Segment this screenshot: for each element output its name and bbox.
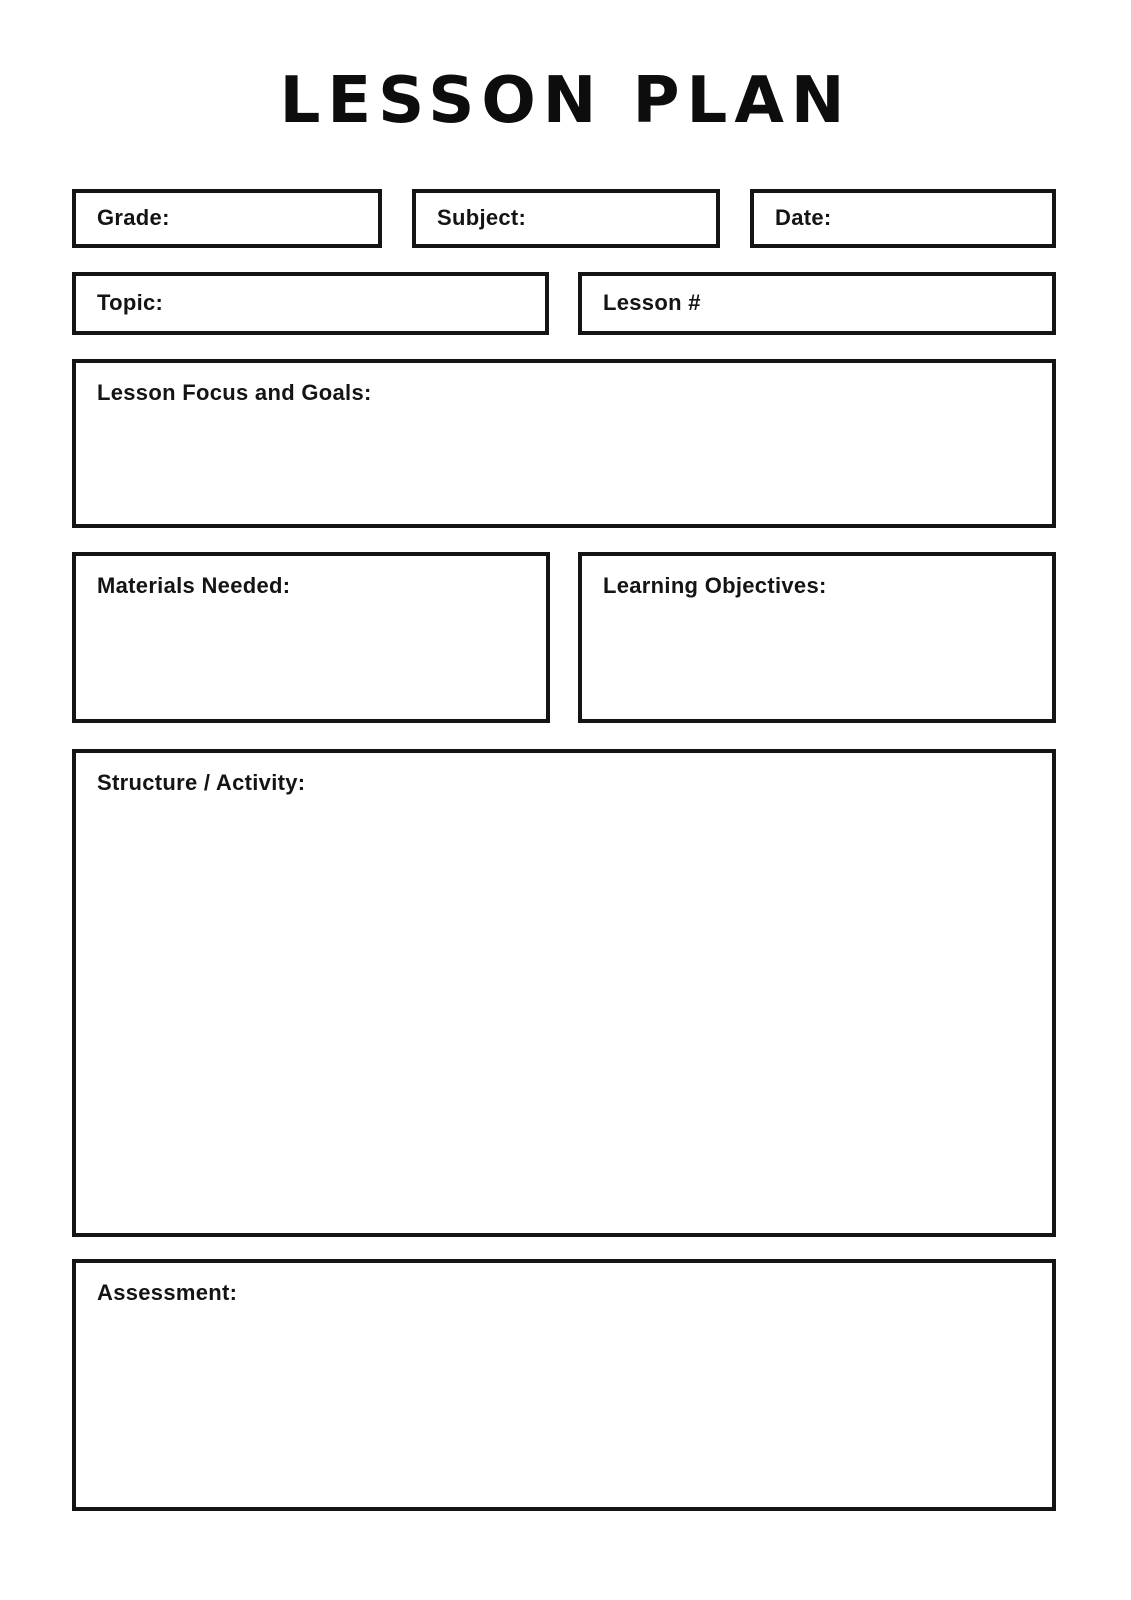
objectives-field[interactable] <box>578 552 1056 723</box>
lesson-number-field[interactable] <box>578 272 1056 335</box>
objectives-label: Learning Objectives: <box>603 573 827 598</box>
subject-field[interactable] <box>412 189 720 248</box>
topic-label: Topic: <box>97 290 164 316</box>
lesson-focus-field[interactable] <box>72 359 1056 528</box>
date-field[interactable] <box>750 189 1056 248</box>
structure-field[interactable] <box>72 749 1056 1237</box>
assessment-field[interactable] <box>72 1259 1056 1511</box>
page-title: LESSON PLAN <box>279 64 852 138</box>
materials-label: Materials Needed: <box>97 573 291 598</box>
structure-label: Structure / Activity: <box>97 770 306 795</box>
grade-label: Grade: <box>97 205 170 231</box>
lesson-focus-label: Lesson Focus and Goals: <box>97 380 372 405</box>
grade-field[interactable] <box>72 189 382 248</box>
topic-field[interactable] <box>72 272 549 335</box>
date-label: Date: <box>775 205 832 231</box>
subject-label: Subject: <box>437 205 527 231</box>
lesson-number-label: Lesson # <box>603 290 701 316</box>
materials-field[interactable] <box>72 552 550 723</box>
assessment-label: Assessment: <box>97 1280 238 1305</box>
